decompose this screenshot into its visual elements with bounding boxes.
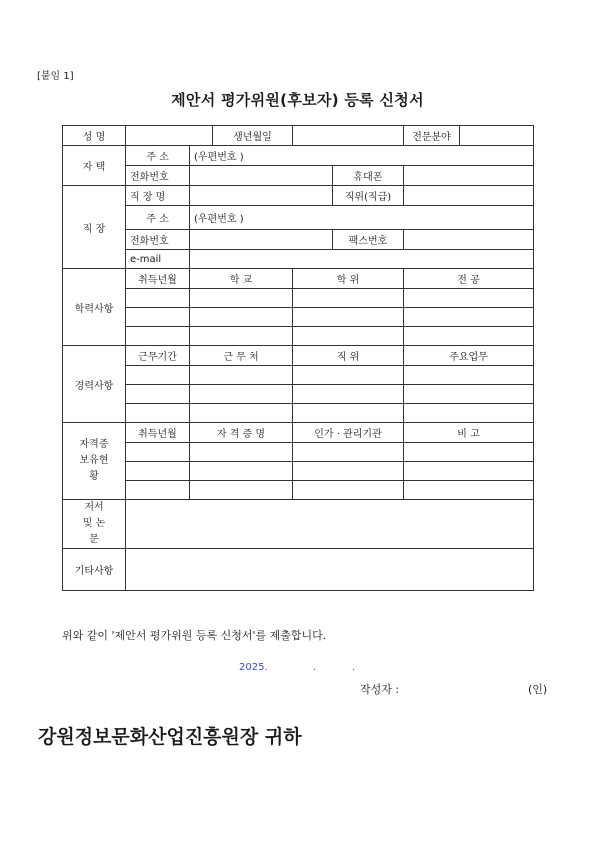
work-company-value[interactable] bbox=[190, 186, 333, 206]
registration-form-table bbox=[62, 125, 534, 591]
document-title: 제안서 평가위원(후보자) 등록 신청서 bbox=[171, 91, 424, 109]
work-address-label: 주 소 bbox=[126, 206, 190, 230]
work-position-value[interactable] bbox=[404, 186, 534, 206]
education-cell[interactable] bbox=[190, 327, 293, 346]
education-cell[interactable] bbox=[404, 289, 534, 308]
birth-label: 생년월일 bbox=[213, 126, 293, 146]
license-cell[interactable] bbox=[126, 481, 190, 500]
license-cell[interactable] bbox=[190, 462, 293, 481]
education-cell[interactable] bbox=[190, 308, 293, 327]
education-cell[interactable] bbox=[293, 289, 404, 308]
work-email-label: e-mail bbox=[126, 250, 190, 269]
education-section-label: 학력사항 bbox=[63, 269, 126, 346]
field-value[interactable] bbox=[460, 126, 534, 146]
career-cell[interactable] bbox=[126, 366, 190, 385]
education-header-major: 전 공 bbox=[404, 269, 534, 289]
home-address-label: 주 소 bbox=[126, 146, 190, 166]
education-cell[interactable] bbox=[126, 327, 190, 346]
etc-value[interactable] bbox=[126, 549, 534, 591]
career-cell[interactable] bbox=[293, 385, 404, 404]
home-address-value[interactable]: (우편번호 ) bbox=[190, 146, 534, 166]
work-fax-value[interactable] bbox=[404, 230, 534, 250]
career-cell[interactable] bbox=[126, 385, 190, 404]
home-phone-value[interactable] bbox=[190, 166, 333, 186]
education-cell[interactable] bbox=[190, 289, 293, 308]
seal-label: (인) bbox=[528, 683, 548, 696]
license-header-name: 자 격 증 명 bbox=[190, 423, 293, 443]
education-cell[interactable] bbox=[293, 308, 404, 327]
home-phone-label: 전화번호 bbox=[126, 166, 190, 186]
education-cell[interactable] bbox=[404, 308, 534, 327]
education-cell[interactable] bbox=[293, 327, 404, 346]
education-cell[interactable] bbox=[126, 308, 190, 327]
date-day-dot[interactable]: . bbox=[352, 662, 356, 673]
education-header-date: 취득년월 bbox=[126, 269, 190, 289]
work-fax-label: 팩스번호 bbox=[333, 230, 404, 250]
work-position-label: 직위(직급) bbox=[333, 186, 404, 206]
date-month-dot[interactable]: . bbox=[313, 662, 317, 673]
work-address-value[interactable]: (우편번호 ) bbox=[190, 206, 534, 230]
birth-value[interactable] bbox=[293, 126, 404, 146]
license-cell[interactable] bbox=[404, 443, 534, 462]
home-section-label: 자 택 bbox=[63, 146, 126, 186]
license-cell[interactable] bbox=[404, 462, 534, 481]
career-cell[interactable] bbox=[293, 366, 404, 385]
license-cell[interactable] bbox=[293, 443, 404, 462]
career-cell[interactable] bbox=[190, 404, 293, 423]
career-section-label: 경력사항 bbox=[63, 346, 126, 423]
license-cell[interactable] bbox=[190, 443, 293, 462]
career-header-workplace: 근 무 처 bbox=[190, 346, 293, 366]
education-cell[interactable] bbox=[404, 327, 534, 346]
license-cell[interactable] bbox=[293, 481, 404, 500]
work-email-value[interactable] bbox=[190, 250, 534, 269]
license-cell[interactable] bbox=[126, 443, 190, 462]
work-phone-value[interactable] bbox=[190, 230, 333, 250]
career-cell[interactable] bbox=[404, 385, 534, 404]
career-header-position: 직 위 bbox=[293, 346, 404, 366]
education-header-school: 학 교 bbox=[190, 269, 293, 289]
work-section-label: 직 장 bbox=[63, 186, 126, 269]
home-mobile-value[interactable] bbox=[404, 166, 534, 186]
field-label: 전문분야 bbox=[404, 126, 460, 146]
submit-statement: 위와 같이 '제안서 평가위원 등록 신청서'를 제출합니다. bbox=[62, 629, 327, 642]
addressee: 강원정보문화산업진흥원장 귀하 bbox=[38, 726, 302, 748]
career-cell[interactable] bbox=[190, 385, 293, 404]
license-section-label: 자격증 보유현황 bbox=[63, 423, 126, 500]
education-cell[interactable] bbox=[126, 289, 190, 308]
license-cell[interactable] bbox=[404, 481, 534, 500]
writer-label: 작성자 : bbox=[360, 683, 400, 696]
license-cell[interactable] bbox=[293, 462, 404, 481]
license-header-date: 취득년월 bbox=[126, 423, 190, 443]
name-label: 성 명 bbox=[63, 126, 126, 146]
career-cell[interactable] bbox=[404, 404, 534, 423]
work-phone-label: 전화번호 bbox=[126, 230, 190, 250]
career-cell[interactable] bbox=[126, 404, 190, 423]
career-cell[interactable] bbox=[293, 404, 404, 423]
etc-label: 기타사항 bbox=[63, 549, 126, 591]
publications-label: 저서 및 논문 bbox=[63, 500, 126, 549]
career-cell[interactable] bbox=[404, 366, 534, 385]
career-header-period: 근무기간 bbox=[126, 346, 190, 366]
career-cell[interactable] bbox=[190, 366, 293, 385]
work-company-label: 직 장 명 bbox=[126, 186, 190, 206]
attachment-label: [붙임 1] bbox=[37, 71, 74, 82]
education-header-degree: 학 위 bbox=[293, 269, 404, 289]
career-header-duties: 주요업무 bbox=[404, 346, 534, 366]
license-header-authority: 인가 · 관리기관 bbox=[293, 423, 404, 443]
license-cell[interactable] bbox=[126, 462, 190, 481]
license-header-note: 비 고 bbox=[404, 423, 534, 443]
publications-value[interactable] bbox=[126, 500, 534, 549]
home-mobile-label: 휴대폰 bbox=[333, 166, 404, 186]
license-cell[interactable] bbox=[190, 481, 293, 500]
name-value[interactable] bbox=[126, 126, 213, 146]
date-year[interactable]: 2025. bbox=[239, 662, 268, 673]
